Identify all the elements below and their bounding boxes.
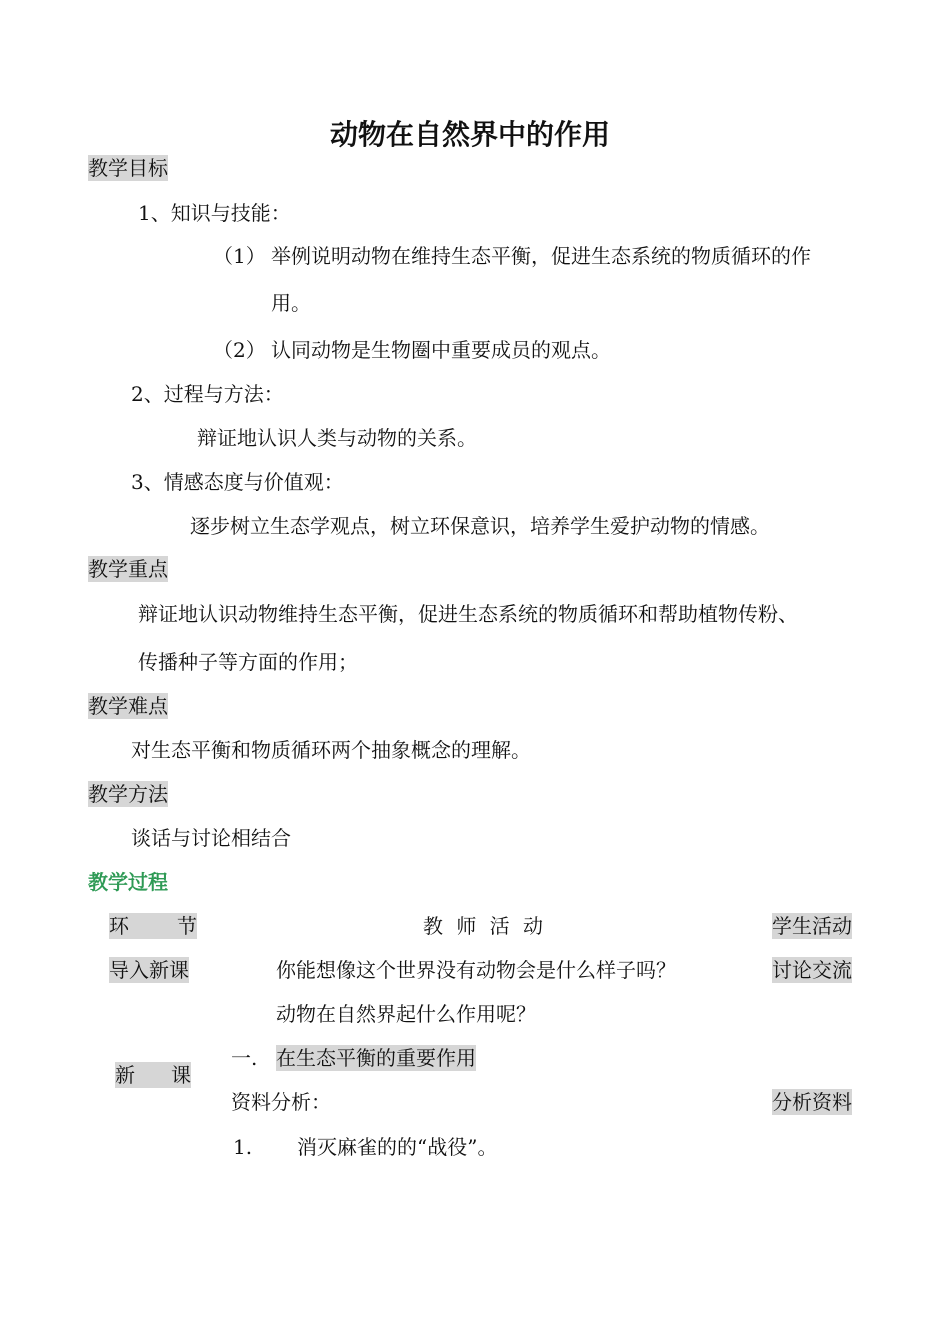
section-heading-process: 教学过程 bbox=[88, 870, 168, 894]
section-heading-method: 教学方法 bbox=[88, 782, 168, 806]
goal-attitude-label: 3、情感态度与价值观： bbox=[131, 470, 344, 494]
goal-process-label: 2、过程与方法： bbox=[131, 382, 284, 406]
table-row-intro-teacher-line1: 你能想像这个世界没有动物会是什么样子吗？ bbox=[276, 958, 676, 982]
goal-knowledge-1-number: （1） bbox=[213, 244, 266, 268]
page-title: 动物在自然界中的作用 bbox=[330, 118, 611, 151]
section-heading-goals: 教学目标 bbox=[88, 156, 168, 180]
table-row-new-analysis: 资料分析： bbox=[231, 1090, 331, 1114]
goal-knowledge-2-text: 认同动物是生物圈中重要成员的观点。 bbox=[271, 338, 611, 362]
goal-knowledge-2-number: （2） bbox=[213, 338, 266, 362]
goal-knowledge-1-line2: 用。 bbox=[271, 291, 311, 315]
table-row-new-item: 在生态平衡的重要作用 bbox=[276, 1046, 476, 1070]
goal-process-text: 辩证地认识人类与动物的关系。 bbox=[197, 426, 477, 450]
table-header-student: 学生活动 bbox=[772, 914, 852, 938]
table-header-teacher: 教师活动 bbox=[423, 914, 543, 938]
table-header-section: 环节 bbox=[109, 914, 197, 938]
section-heading-difficulty: 教学难点 bbox=[88, 694, 168, 718]
difficulty-text: 对生态平衡和物质循环两个抽象概念的理解。 bbox=[131, 738, 531, 762]
table-row-new-section: 新课 bbox=[115, 1063, 191, 1087]
table-row-intro-teacher-line2: 动物在自然界起什么作用呢？ bbox=[276, 1002, 536, 1026]
table-row-intro-student: 讨论交流 bbox=[772, 958, 852, 982]
table-row-new-sub-number: 1. bbox=[233, 1135, 253, 1159]
table-row-new-item-number: 一. bbox=[231, 1046, 258, 1070]
method-text: 谈话与讨论相结合 bbox=[131, 826, 291, 850]
keypoint-line1: 辩证地认识动物维持生态平衡，促进生态系统的物质循环和帮助植物传粉、 bbox=[138, 602, 798, 626]
keypoint-line2: 传播种子等方面的作用； bbox=[138, 650, 358, 674]
table-row-intro-section: 导入新课 bbox=[109, 958, 189, 982]
table-row-new-student: 分析资料 bbox=[772, 1090, 852, 1114]
goal-attitude-text: 逐步树立生态学观点，树立环保意识，培养学生爱护动物的情感。 bbox=[190, 514, 770, 538]
table-row-new-sub-text: 消灭麻雀的的“战役”。 bbox=[297, 1135, 498, 1159]
goal-knowledge-1-line1: 举例说明动物在维持生态平衡，促进生态系统的物质循环的作 bbox=[271, 244, 811, 268]
goal-knowledge-label: 1、知识与技能： bbox=[138, 201, 291, 225]
section-heading-keypoint: 教学重点 bbox=[88, 557, 168, 581]
